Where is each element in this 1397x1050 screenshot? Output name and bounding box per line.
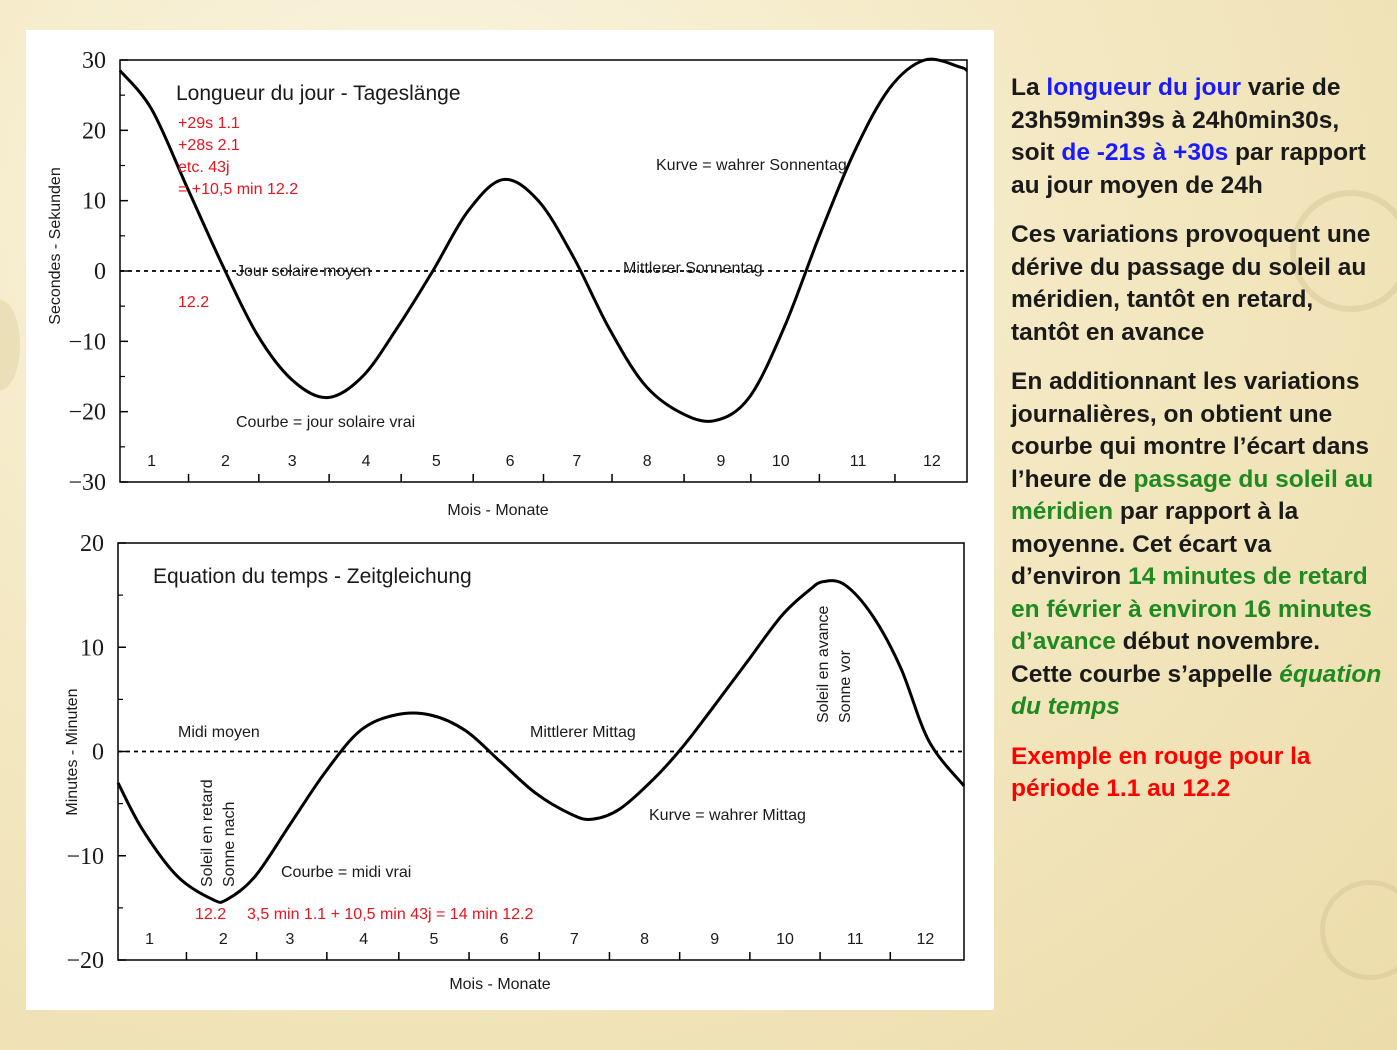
y-tick-label: 10 (80, 635, 104, 662)
equation-of-time-curve (118, 581, 964, 903)
red-note: +28s 2.1 (178, 137, 240, 154)
mean-label-de: Mittlerer Sonnentag (623, 260, 763, 277)
y-axis-label: Minutes - Minuten (64, 688, 81, 816)
highlight-range: de -21s à +30s (1061, 139, 1229, 166)
x-axis-label: Mois - Monate (449, 976, 551, 993)
chart-title: Longueur du jour - Tageslänge (176, 82, 461, 105)
y-tick-label: −20 (66, 948, 104, 974)
late-label-de: Sonne nach (221, 801, 238, 887)
month-label: 5 (431, 453, 441, 470)
highlight-meridian: passage du soleil au méridien (1011, 465, 1374, 525)
mean-label-de: Mittlerer Mittag (530, 724, 636, 741)
chart-day-length (47, 48, 967, 519)
month-label: 2 (220, 453, 230, 470)
early-label-fr: Soleil en avance (815, 605, 832, 723)
text-run: varie de 23h59min39s à 24h0min30s, soit (1011, 74, 1341, 166)
month-label: 9 (716, 453, 726, 470)
highlight-day-length: longueur du jour (1046, 74, 1242, 101)
true-noon-label: Courbe = midi vrai (281, 864, 412, 881)
month-label: 3 (285, 931, 295, 948)
text-run: La (1011, 74, 1047, 101)
mean-label-fr: Midi moyen (178, 724, 260, 741)
y-tick-label: 20 (82, 118, 106, 145)
red-note: 3,5 min 1.1 + 10,5 min 43j = 14 min 12.2 (247, 906, 534, 923)
month-label: 12 (922, 453, 941, 470)
early-label-de: Sonne vor (837, 650, 854, 723)
month-label: 10 (776, 931, 794, 948)
red-note: 12.2 (178, 294, 210, 311)
y-tick-label: 20 (80, 531, 104, 557)
text-run: par rapport à la moyenne. Cet écart va d’environ (1011, 498, 1299, 590)
month-label: 8 (642, 453, 652, 470)
background-motif (1320, 880, 1397, 980)
true-solar-day-curve (120, 59, 967, 421)
month-label: 1 (145, 931, 155, 948)
text-run: début novembre. Cette courbe s’appelle (1011, 628, 1321, 688)
text-run: par rapport au jour moyen de 24h (1011, 139, 1366, 199)
month-label: 7 (572, 453, 582, 470)
y-tick-label: 10 (82, 188, 106, 215)
y-tick-label: −10 (68, 329, 106, 356)
y-tick-label: 30 (82, 48, 106, 74)
chart-equation-of-time (64, 531, 964, 993)
chart-title: Equation du temps - Zeitgleichung (153, 565, 472, 588)
paragraph-example: Exemple en rouge pour la période 1.1 au 12.2 (1011, 742, 1311, 802)
month-label: 11 (846, 931, 864, 948)
curve-label: Kurve = wahrer Mittag (649, 807, 806, 824)
mean-label-fr: Jour solaire moyen (236, 263, 372, 280)
month-label: 8 (640, 931, 650, 948)
highlight-minutes: 14 minutes de retard en février à environ 16 minutes d’avance (1011, 563, 1372, 655)
paragraph-day-length (1011, 72, 1383, 202)
highlight-equation-term: équation du temps (1011, 660, 1382, 720)
y-tick-label: −10 (66, 843, 104, 870)
month-label: 5 (429, 931, 439, 948)
month-label: 6 (499, 931, 509, 948)
month-label: 10 (771, 453, 790, 470)
month-label: 4 (359, 931, 369, 948)
y-tick-label: 0 (94, 259, 106, 285)
text-run: En additionnant les variations journalières, on obtient une courbe qui montre l’écart dans l’heure de (1011, 368, 1370, 493)
chart-panel (26, 30, 994, 1010)
y-tick-label: −20 (68, 399, 106, 426)
y-tick-label: −30 (68, 470, 106, 496)
month-label: 2 (218, 931, 228, 948)
y-axis-label: Secondes - Sekunden (47, 167, 64, 325)
x-axis-label: Mois - Monate (447, 502, 549, 519)
background-motif (0, 300, 20, 390)
late-label-fr: Soleil en retard (199, 779, 216, 887)
y-tick-label: 0 (92, 739, 104, 766)
curve-label: Kurve = wahrer Sonnentag (656, 157, 847, 174)
month-label: 4 (361, 453, 371, 470)
red-note: +29s 1.1 (178, 115, 240, 132)
plot-frame (118, 543, 964, 960)
month-label: 3 (287, 453, 297, 470)
month-label: 9 (710, 931, 720, 948)
paragraph-variations: Ces variations provoquent une dérive du passage du soleil au méridien, tantôt en retard, tantôt en avance (1011, 221, 1371, 346)
red-note: 12.2 (195, 906, 227, 923)
true-day-label: Courbe = jour solaire vrai (236, 414, 416, 431)
month-label: 12 (916, 931, 935, 948)
red-note: = +10,5 min 12.2 (178, 181, 299, 198)
month-label: 6 (505, 453, 515, 470)
paragraph-equation (1011, 366, 1383, 724)
charts-svg (26, 30, 994, 1010)
explanation-text (1011, 72, 1383, 823)
month-label: 1 (147, 453, 157, 470)
month-label: 7 (569, 931, 579, 948)
red-note: etc. 43j (178, 159, 230, 176)
month-label: 11 (849, 453, 867, 470)
